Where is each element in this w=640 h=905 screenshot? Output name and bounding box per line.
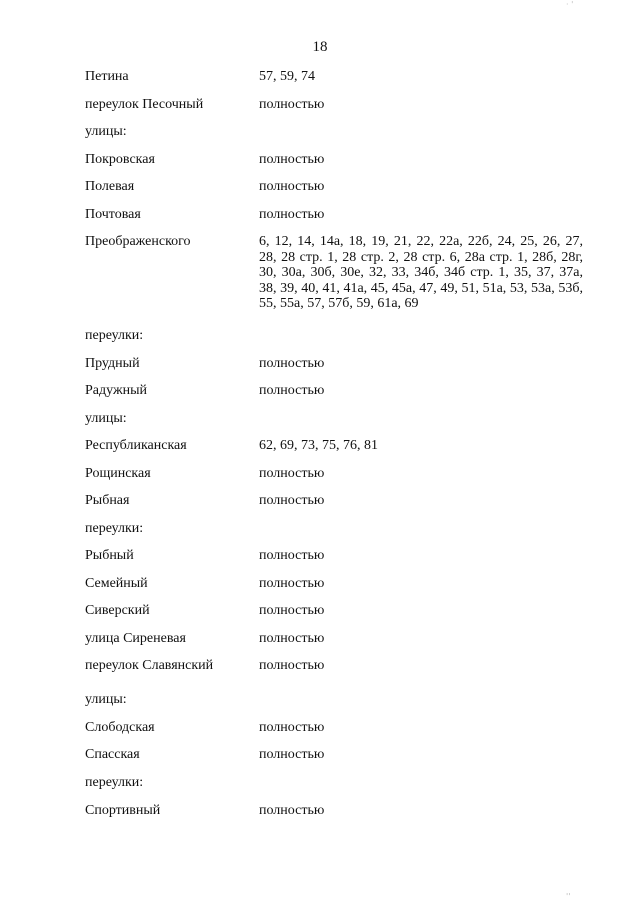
street-name: Спортивный bbox=[85, 803, 161, 818]
street-name: Покровская bbox=[85, 152, 155, 167]
section-heading: переулки: bbox=[85, 328, 144, 343]
street-name: Рыбная bbox=[85, 493, 130, 508]
section-heading: улицы: bbox=[85, 124, 127, 139]
section-heading: улицы: bbox=[85, 692, 127, 707]
street-name: Преображенского bbox=[85, 234, 191, 249]
street-name: Радужный bbox=[85, 383, 148, 398]
street-name: Почтовая bbox=[85, 207, 141, 222]
street-name: Слободская bbox=[85, 720, 155, 735]
street-name: улица Сиреневая bbox=[85, 631, 186, 646]
scan-mark: · ' bbox=[566, 0, 574, 9]
house-numbers: полностью bbox=[259, 603, 325, 618]
house-numbers: полностью bbox=[259, 720, 325, 735]
house-numbers: полностью bbox=[259, 493, 325, 508]
section-heading: переулки: bbox=[85, 521, 144, 536]
house-numbers: полностью bbox=[259, 383, 325, 398]
street-name: Рыбный bbox=[85, 548, 134, 563]
street-name: Петина bbox=[85, 69, 129, 84]
street-name: Сиверский bbox=[85, 603, 150, 618]
street-name: переулок Славянский bbox=[85, 658, 214, 673]
house-numbers: полностью bbox=[259, 207, 325, 222]
street-name: Прудный bbox=[85, 356, 140, 371]
house-numbers: полностью bbox=[259, 576, 325, 591]
house-numbers: 57, 59, 74 bbox=[259, 69, 315, 84]
house-numbers: полностью bbox=[259, 179, 325, 194]
page-number: 18 bbox=[312, 39, 328, 55]
house-numbers: 62, 69, 73, 75, 76, 81 bbox=[259, 438, 378, 453]
house-numbers: полностью bbox=[259, 747, 325, 762]
street-name: Республиканская bbox=[85, 438, 187, 453]
house-numbers: полностью bbox=[259, 97, 325, 112]
house-numbers: полностью bbox=[259, 356, 325, 371]
street-name: Рощинская bbox=[85, 466, 151, 481]
house-numbers: 6, 12, 14, 14а, 18, 19, 21, 22, 22а, 22б, 24, 25, 26, 27, 28, 28 стр. 1, 28 стр. 2, 28 стр. 6, 28а стр. 1, 28б, 28г, 30, 30а, 30б, 30е, 32, 33, 34б, 34б стр. 1, 35, 37, 37а, 38, 39, 40, 41, 41а, 45, 45а, 47, 49, 51, 51а, 53, 53а, 53б, 55, 55а, 57, 57б, 59, 61а, 69 bbox=[259, 234, 583, 311]
street-name: Семейный bbox=[85, 576, 148, 591]
street-name: Спасская bbox=[85, 747, 140, 762]
section-heading: улицы: bbox=[85, 411, 127, 426]
street-name: Полевая bbox=[85, 179, 135, 194]
house-numbers: полностью bbox=[259, 548, 325, 563]
scan-mark: '' bbox=[566, 892, 571, 901]
house-numbers: полностью bbox=[259, 658, 325, 673]
section-heading: переулки: bbox=[85, 775, 144, 790]
house-numbers: полностью bbox=[259, 152, 325, 167]
street-name: переулок Песочный bbox=[85, 97, 204, 112]
house-numbers: полностью bbox=[259, 466, 325, 481]
house-numbers: полностью bbox=[259, 803, 325, 818]
house-numbers: полностью bbox=[259, 631, 325, 646]
